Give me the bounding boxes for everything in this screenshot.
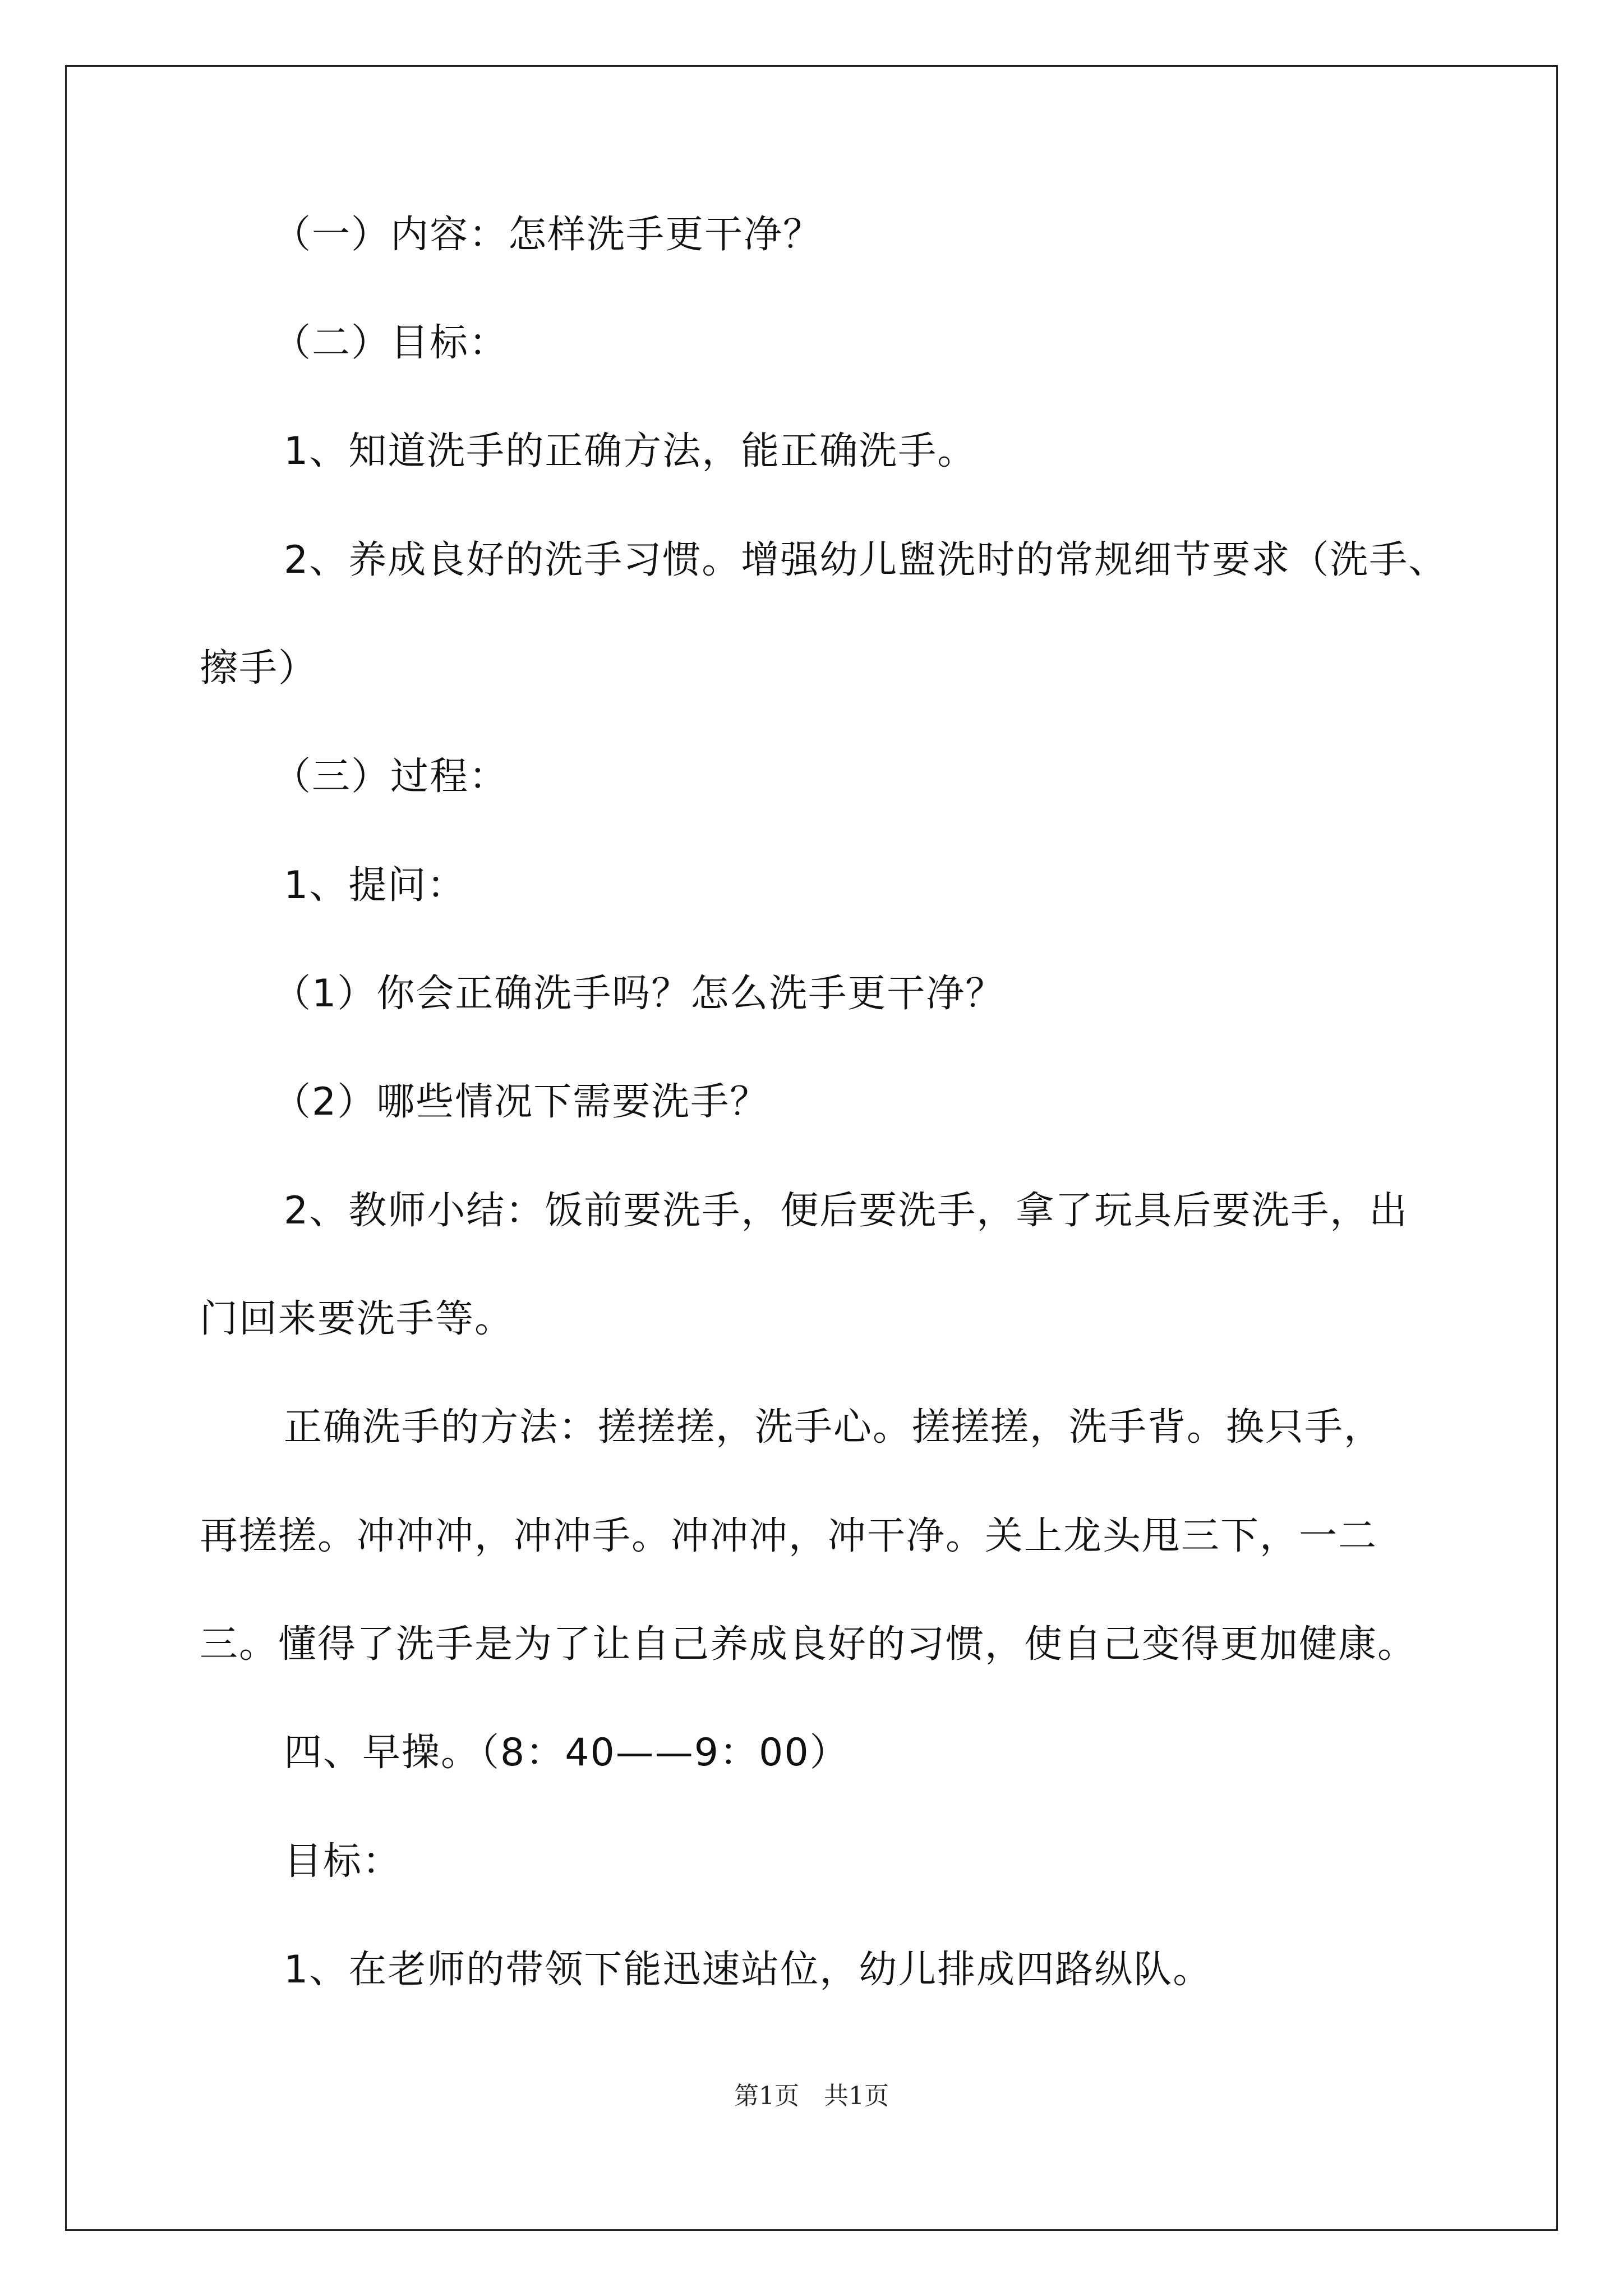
paragraph: 再搓搓。冲冲冲，冲冲手。冲冲冲，冲干净。关上龙头甩三下，一二 [200,1514,1378,1558]
paragraph: 2、养成良好的洗手习惯。增强幼儿盥洗时的常规细节要求（洗手、 [284,538,1448,582]
paragraph: 四、早操。（8：40——9：00） [284,1731,849,1775]
paragraph: （三）过程： [273,754,509,799]
paragraph: 正确洗手的方法：搓搓搓，洗手心。搓搓搓，洗手背。换只手， [284,1405,1384,1450]
paragraph: （二）目标： [273,321,509,365]
page-number-footer: 第1页 共1页 [734,2082,889,2110]
paragraph: 1、知道洗手的正确方法，能正确洗手。 [284,429,977,473]
paragraph: 门回来要洗手等。 [200,1297,514,1341]
paragraph: 三。懂得了洗手是为了让自己养成良好的习惯，使自己变得更加健康。 [200,1622,1417,1667]
paragraph: （1）你会正确洗手吗？怎么洗手更干净？ [273,972,1005,1016]
paragraph: 1、在老师的带领下能迅速站位，幼儿排成四路纵队。 [284,1948,1212,1992]
page-border [65,65,1558,2231]
paragraph: （一）内容：怎样洗手更干净？ [273,213,823,257]
paragraph: （2）哪些情况下需要洗手？ [273,1080,769,1124]
paragraph: 擦手） [200,646,318,691]
paragraph: 2、教师小结：饭前要洗手，便后要洗手，拿了玩具后要洗手，出 [284,1189,1409,1233]
paragraph: 1、提问： [284,863,467,908]
paragraph: 目标： [284,1839,402,1884]
